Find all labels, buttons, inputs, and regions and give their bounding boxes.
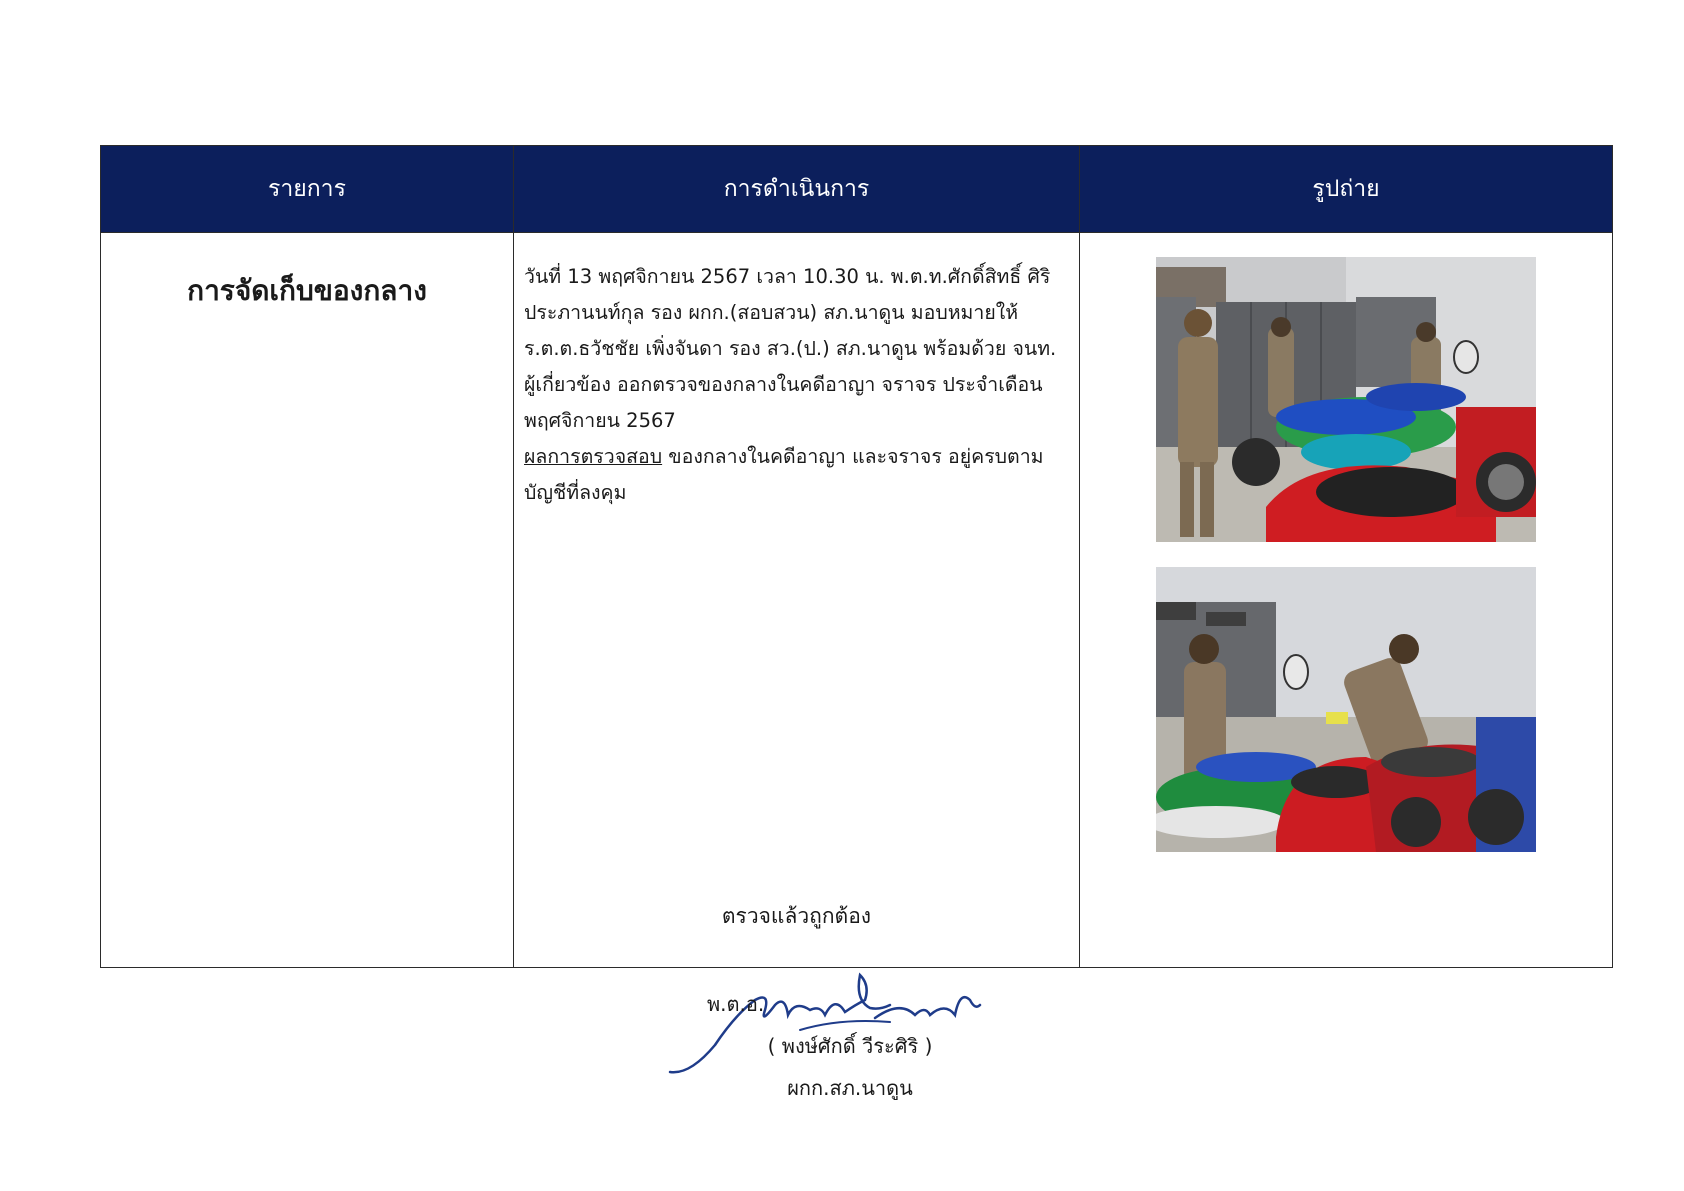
header-photo: รูปถ่าย: [1080, 146, 1613, 233]
action-paragraph: วันที่ 13 พฤศจิกายน 2567 เวลา 10.30 น. พ.ต.ท.ศักดิ์สิทธิ์ ศิริประภานนท์กุล รอง ผกก.(สอบสวน) สภ.นาดูน มอบหมายให้ ร.ต.ต.ธวัชชัย เพิ่งจันดา รอง สว.(ป.) สภ.นาดูน พร้อมด้วย จนท. ผู้เกี่ยวข้อง ออกตรวจของกลางในคดีอาญา จราจร ประจำเดือน พฤศจิกายน 2567: [524, 265, 1057, 432]
action-text: [514, 233, 1079, 511]
signer-position: ผกก.สภ.นาดูน: [787, 1076, 913, 1100]
item-title: การจัดเก็บของกลาง: [187, 274, 427, 307]
result-label: ผลการตรวจสอบ: [524, 445, 663, 468]
evidence-motorcycles-photo-2: [1156, 567, 1536, 852]
header-action: การดำเนินการ: [514, 146, 1080, 233]
verified-note: ตรวจแล้วถูกต้อง: [721, 904, 872, 928]
photo-cell: [1080, 233, 1613, 968]
signature-block: [620, 960, 1080, 1100]
signature-image: [660, 960, 1020, 1080]
action-cell: [514, 233, 1080, 968]
signer-name: ( พงษ์ศักดิ์ วีระศิริ ): [767, 1034, 933, 1058]
signer-rank: พ.ต.อ.: [707, 992, 765, 1016]
table-row: [101, 233, 1613, 968]
result-text: ของกลางในคดีอาญา และจราจร อยู่ครบตาม บัญชีที่ลงคุม: [524, 445, 1044, 504]
report-table: [100, 145, 1613, 968]
table-header-row: [101, 146, 1613, 233]
evidence-motorcycles-photo-1: [1156, 257, 1536, 542]
result-paragraph: [524, 439, 1069, 511]
header-item: รายการ: [101, 146, 514, 233]
item-cell: [101, 233, 514, 968]
